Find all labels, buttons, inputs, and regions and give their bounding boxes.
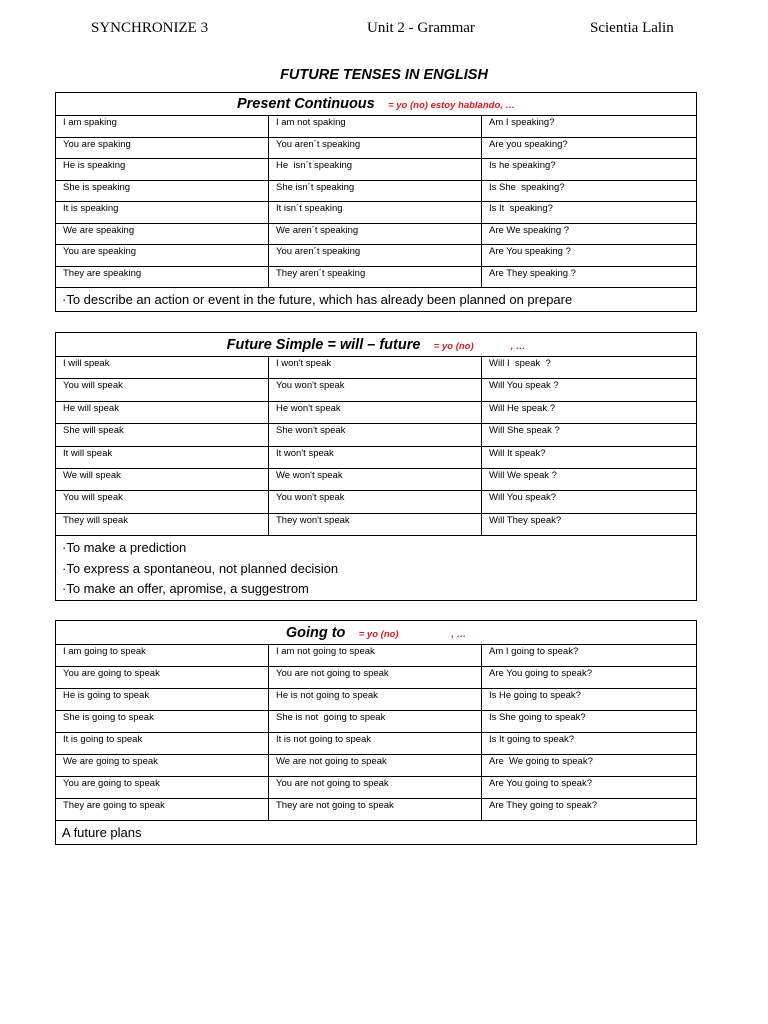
usage-note-line: ·To make an offer, apromise, a suggestrom [62, 581, 309, 597]
table-row [56, 401, 697, 423]
present-continuous-table [55, 92, 697, 312]
header-school: Scientia Lalin [590, 20, 674, 36]
header-unit: Unit 2 - Grammar [367, 20, 475, 36]
question-cell: Are You going to speak? [482, 777, 697, 799]
affirmative-cell: We are speaking [56, 223, 269, 245]
affirmative-cell: She is going to speak [56, 711, 269, 733]
question-cell: Is It speaking? [482, 202, 697, 224]
table-row [56, 777, 697, 799]
table-row [56, 711, 697, 733]
usage-note-line: ·To express a spontaneou, not planned decision [62, 560, 339, 576]
question-cell: Am I speaking? [482, 116, 697, 138]
affirmative-cell: She is speaking [56, 180, 269, 202]
negative-cell: I am not spaking [269, 116, 482, 138]
negative-cell: She isn´t speaking [269, 180, 482, 202]
question-cell: Are They speaking ? [482, 266, 697, 288]
negative-cell: They won't speak [269, 513, 482, 535]
table-row [56, 202, 697, 224]
future-simple-table [55, 332, 697, 601]
negative-cell: We are not going to speak [269, 755, 482, 777]
usage-note-line: A future plans [62, 825, 142, 840]
affirmative-cell: It will speak [56, 446, 269, 468]
affirmative-cell: It is speaking [56, 202, 269, 224]
section-heading [56, 93, 697, 116]
negative-cell: You won't speak [269, 379, 482, 401]
negative-cell: It won't speak [269, 446, 482, 468]
negative-cell: It is not going to speak [269, 733, 482, 755]
question-cell: Will It speak? [482, 446, 697, 468]
question-cell: Are They going to speak? [482, 799, 697, 821]
negative-cell: He is not going to speak [269, 689, 482, 711]
table-row [56, 159, 697, 181]
affirmative-cell: We are going to speak [56, 755, 269, 777]
negative-cell: He isn´t speaking [269, 159, 482, 181]
question-cell: Will She speak ? [482, 424, 697, 446]
negative-cell: We aren´t speaking [269, 223, 482, 245]
question-cell: Will You speak ? [482, 379, 697, 401]
table-row [56, 223, 697, 245]
table-row [56, 180, 697, 202]
question-cell: Is He going to speak? [482, 689, 697, 711]
table-row [56, 137, 697, 159]
negative-cell: She is not going to speak [269, 711, 482, 733]
section-translation-note: = yo (no) estoy hablando, … [388, 100, 516, 111]
negative-cell: You aren´t speaking [269, 137, 482, 159]
table-row [56, 357, 697, 379]
affirmative-cell: I am spaking [56, 116, 269, 138]
usage-notes [56, 821, 697, 845]
affirmative-cell: I will speak [56, 357, 269, 379]
negative-cell: You aren´t speaking [269, 245, 482, 267]
question-cell: Is She speaking? [482, 180, 697, 202]
affirmative-cell: We will speak [56, 468, 269, 490]
going-to-table [55, 620, 697, 845]
question-cell: Is It going to speak? [482, 733, 697, 755]
negative-cell: We won't speak [269, 468, 482, 490]
table-row [56, 645, 697, 667]
negative-cell: You are not going to speak [269, 777, 482, 799]
question-cell: Is She going to speak? [482, 711, 697, 733]
question-cell: Are We speaking ? [482, 223, 697, 245]
negative-cell: I won't speak [269, 357, 482, 379]
section-heading [56, 333, 697, 357]
question-cell: Are you speaking? [482, 137, 697, 159]
table-row [56, 245, 697, 267]
affirmative-cell: You are going to speak [56, 667, 269, 689]
usage-notes [56, 288, 697, 312]
table-row [56, 733, 697, 755]
question-cell: Will He speak ? [482, 401, 697, 423]
affirmative-cell: It is going to speak [56, 733, 269, 755]
document-title: FUTURE TENSES IN ENGLISH [280, 67, 488, 83]
affirmative-cell: You will speak [56, 491, 269, 513]
table-row [56, 667, 697, 689]
table-row [56, 491, 697, 513]
table-row [56, 424, 697, 446]
table-row [56, 266, 697, 288]
question-cell: Are You speaking ? [482, 245, 697, 267]
negative-cell: He won't speak [269, 401, 482, 423]
negative-cell: You won't speak [269, 491, 482, 513]
section-title: Future Simple = will – future [226, 336, 421, 353]
table-row [56, 468, 697, 490]
table-row [56, 799, 697, 821]
question-cell: Are You going to speak? [482, 667, 697, 689]
table-row [56, 379, 697, 401]
table-row [56, 116, 697, 138]
affirmative-cell: They are going to speak [56, 799, 269, 821]
table-row [56, 446, 697, 468]
negative-cell: You are not going to speak [269, 667, 482, 689]
question-cell: Will I speak ? [482, 357, 697, 379]
question-cell: Will They speak? [482, 513, 697, 535]
negative-cell: It isn´t speaking [269, 202, 482, 224]
affirmative-cell: You are going to speak [56, 777, 269, 799]
affirmative-cell: You are spaking [56, 137, 269, 159]
question-cell: Will You speak? [482, 491, 697, 513]
table-row [56, 513, 697, 535]
header-course: SYNCHRONIZE 3 [91, 20, 209, 36]
affirmative-cell: She will speak [56, 424, 269, 446]
affirmative-cell: He will speak [56, 401, 269, 423]
usage-note-line: ·To make a prediction [62, 540, 187, 556]
section-translation-note: = yo (no) , … [433, 340, 526, 352]
question-cell: Is he speaking? [482, 159, 697, 181]
affirmative-cell: He is going to speak [56, 689, 269, 711]
affirmative-cell: He is speaking [56, 159, 269, 181]
table-row [56, 689, 697, 711]
affirmative-cell: I am going to speak [56, 645, 269, 667]
question-cell: Are We going to speak? [482, 755, 697, 777]
question-cell: Will We speak ? [482, 468, 697, 490]
usage-notes [56, 536, 697, 601]
section-translation-note: = yo (no) , … [358, 628, 467, 640]
negative-cell: She won't speak [269, 424, 482, 446]
affirmative-cell: They are speaking [56, 266, 269, 288]
section-title: Present Continuous [236, 96, 375, 112]
section-heading [56, 621, 697, 645]
affirmative-cell: They will speak [56, 513, 269, 535]
question-cell: Am I going to speak? [482, 645, 697, 667]
negative-cell: They are not going to speak [269, 799, 482, 821]
negative-cell: They aren´t speaking [269, 266, 482, 288]
negative-cell: I am not going to speak [269, 645, 482, 667]
table-row [56, 755, 697, 777]
section-title: Going to [285, 624, 346, 641]
affirmative-cell: You will speak [56, 379, 269, 401]
usage-note-line: ·To describe an action or event in the future, which has already been planned on prepare [62, 292, 573, 307]
affirmative-cell: You are speaking [56, 245, 269, 267]
